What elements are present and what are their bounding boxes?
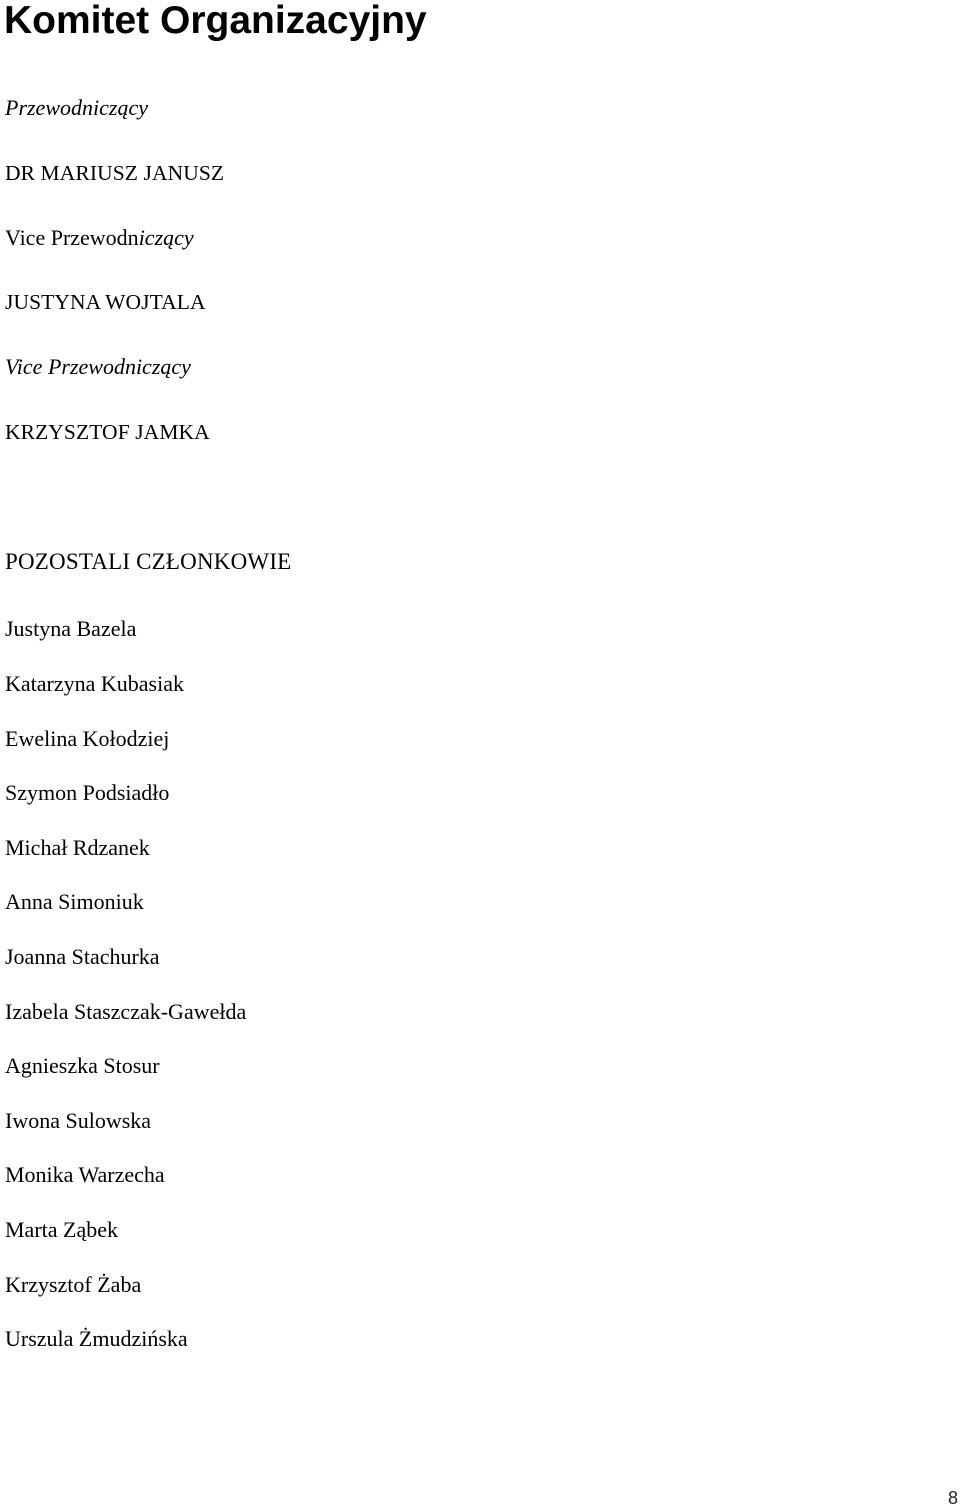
member-item: Justyna Bazela	[5, 616, 137, 641]
page-number: 8	[947, 1488, 958, 1508]
vice-chair-2-name: KRZYSZTOF JAMKA	[5, 420, 210, 444]
vice-chair-2-role-label: Vice Przewodniczący	[5, 354, 191, 379]
vice-chair-1-name: JUSTYNA WOJTALA	[5, 290, 206, 314]
member-item: Ewelina Kołodziej	[5, 726, 170, 751]
member-item: Monika Warzecha	[5, 1162, 165, 1187]
member-item: Katarzyna Kubasiak	[5, 671, 184, 696]
member-item: Szymon Podsiadło	[5, 780, 170, 805]
chair-name: DR MARIUSZ JANUSZ	[5, 161, 225, 185]
page-title: Komitet Organizacyjny	[4, 0, 427, 42]
member-item: Anna Simoniuk	[5, 889, 144, 914]
vice-chair-1-role-label-italic: iczący	[138, 225, 194, 250]
member-item: Urszula Żmudzińska	[5, 1326, 188, 1351]
other-members-heading: POZOSTALI CZŁONKOWIE	[5, 549, 292, 574]
member-item: Krzysztof Żaba	[5, 1272, 142, 1297]
vice-chair-1-role-label-upright: Vice Przewodn	[5, 225, 139, 250]
member-item: Marta Ząbek	[5, 1217, 118, 1242]
member-item: Joanna Stachurka	[5, 944, 160, 969]
vice-chair-1-role-label	[5, 225, 194, 251]
member-item: Agnieszka Stosur	[5, 1053, 160, 1078]
member-item: Michał Rdzanek	[5, 835, 150, 860]
member-item: Izabela Staszczak-Gawełda	[5, 999, 247, 1024]
member-item: Iwona Sulowska	[5, 1108, 152, 1133]
chair-role-label: Przewodniczący	[5, 95, 148, 120]
